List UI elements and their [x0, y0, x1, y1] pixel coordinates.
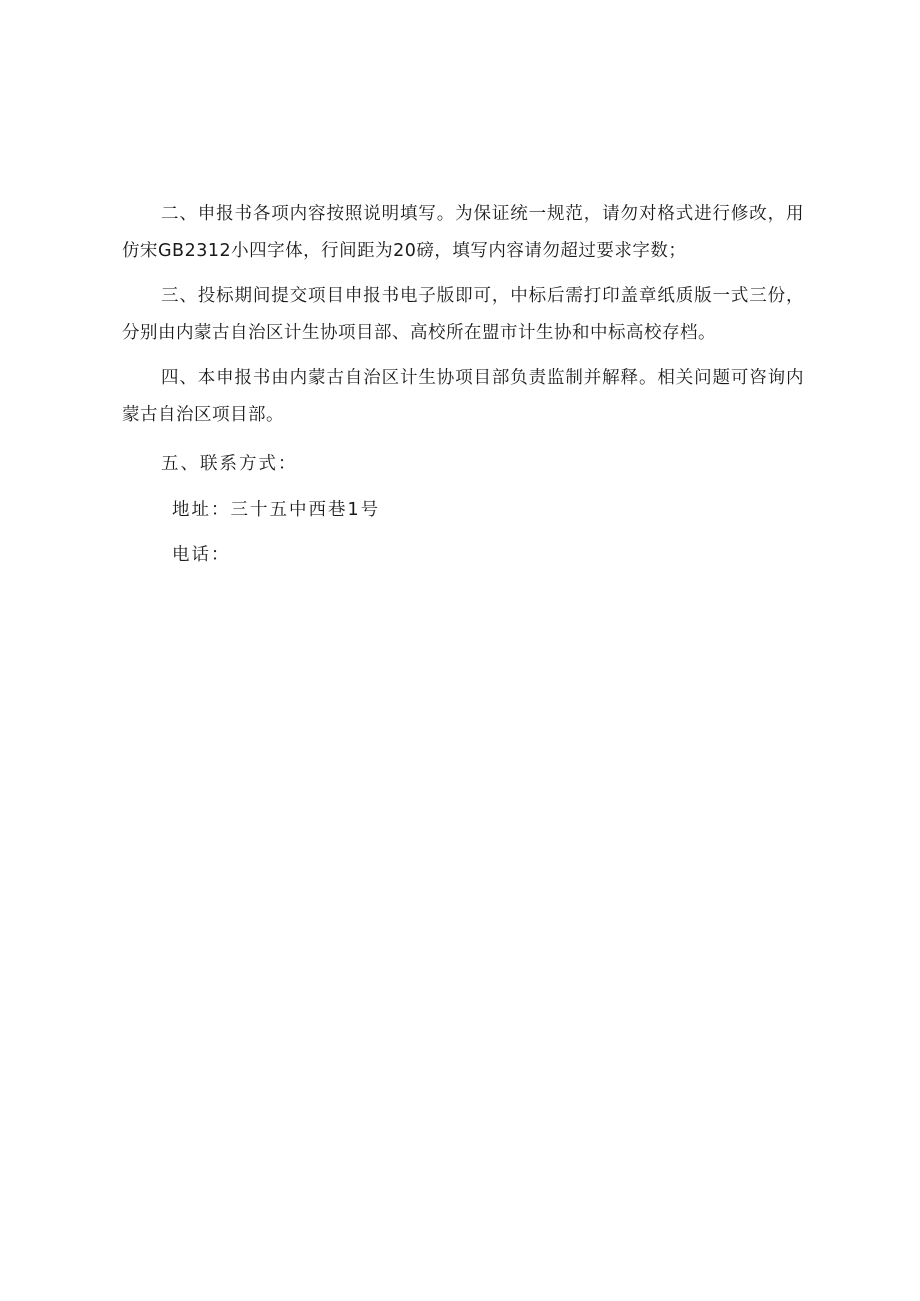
paragraph-item-4: 四、本申报书由内蒙古自治区计生协项目部负责监制并解释。相关问题可咨询内蒙古自治区项目部。	[122, 368, 804, 425]
phone-label: 电话：	[172, 545, 231, 565]
document-body	[122, 196, 804, 574]
paragraph-item-2: 二、申报书各项内容按照说明填写。为保证统一规范，请勿对格式进行修改，用仿宋GB2312小四字体，行间距为20磅，填写内容请勿超过要求字数；	[122, 204, 804, 261]
contact-phone	[122, 537, 804, 574]
contact-address	[122, 492, 804, 529]
contact-heading: 五、联系方式：	[161, 454, 298, 474]
address-label: 地址：	[172, 499, 231, 520]
paragraph-item-3: 三、投标期间提交项目申报书电子版即可，中标后需打印盖章纸质版一式三份，分别由内蒙古自治区计生协项目部、高校所在盟市计生协和中标高校存档。	[122, 286, 804, 343]
address-value: 三十五中西巷1号	[230, 499, 381, 520]
